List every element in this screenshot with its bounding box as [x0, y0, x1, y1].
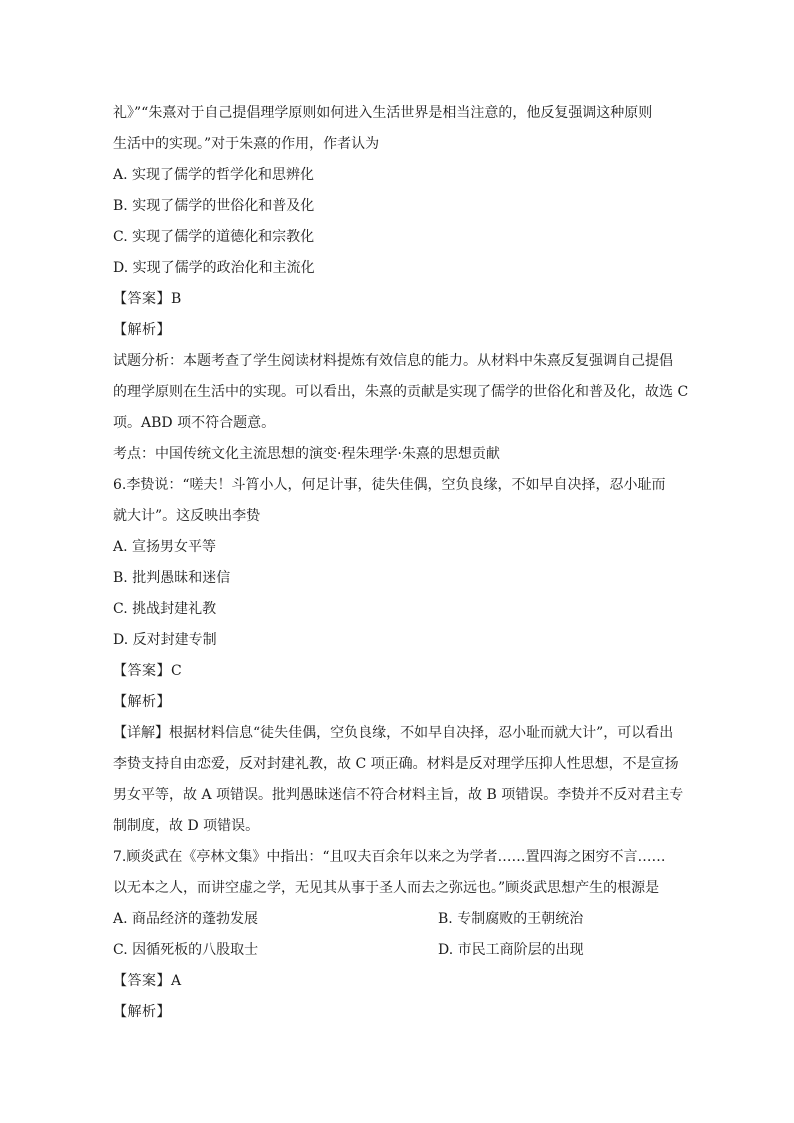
q7-option-d: D. 市民工商阶层的出现 — [438, 942, 584, 958]
q7-stem-line-2: 以无本之人，而讲空虚之学，无见其从事于圣人而去之弥远也。”顾炎武思想产生的根源是 — [113, 880, 660, 896]
q6-option-c: C. 挑战封建礼教 — [113, 601, 217, 617]
q5-option-c: C. 实现了儒学的道德化和宗教化 — [113, 229, 315, 245]
q7-option-c: C. 因循死板的八股取士 — [113, 942, 259, 958]
q5-option-d: D. 实现了儒学的政治化和主流化 — [113, 260, 315, 276]
q6-stem-line-1: 6.李贽说：“嗟夫！斗筲小人，何足计事，徒失佳偶，空负良缘，不如早自决择，忍小耻而 — [113, 477, 666, 493]
q5-analysis-line-3: 项。ABD 项不符合题意。 — [113, 415, 276, 431]
q6-detail-line-1: 【详解】根据材料信息“徒失佳偶，空负良缘，不如早自决择，忍小耻而就大计”，可以看出 — [113, 725, 674, 741]
q6-detail-line-2: 李贽支持自由恋爱，反对封建礼教，故 C 项正确。材料是反对理学压抑人性思想，不是宣扬 — [113, 756, 679, 772]
q6-analysis-label: 【解析】 — [113, 694, 171, 710]
q5-option-a: A. 实现了儒学的哲学化和思辨化 — [113, 167, 315, 183]
q5-analysis-label: 【解析】 — [113, 322, 171, 338]
q7-stem-line-1: 7.顾炎武在《亭林文集》中指出：“且叹夫百余年以来之为学者……置四海之困穷不言…… — [113, 849, 666, 865]
q6-option-d: D. 反对封建专制 — [113, 632, 217, 648]
q5-stem-line-2: 生活中的实现。”对于朱熹的作用，作者认为 — [113, 136, 380, 152]
q6-option-a: A. 宣扬男女平等 — [113, 539, 217, 555]
q6-stem-line-2: 就大计”。这反映出李贽 — [113, 508, 261, 524]
q7-options-row-1 — [113, 904, 683, 935]
q7-option-b: B. 专制腐败的王朝统治 — [438, 911, 584, 927]
q7-option-a: A. 商品经济的蓬勃发展 — [113, 911, 259, 927]
q6-option-b: B. 批判愚昧和迷信 — [113, 570, 231, 586]
q7-options-row-2 — [113, 935, 683, 966]
q6-detail-line-4: 制制度，故 D 项错误。 — [113, 818, 260, 834]
q5-answer: 【答案】B — [113, 291, 182, 307]
q7-answer: 【答案】A — [113, 973, 182, 989]
q5-kaodian: 考点：中国传统文化主流思想的演变·程朱理学·朱熹的思想贡献 — [113, 446, 500, 462]
document-page — [113, 98, 689, 1028]
q7-analysis-label: 【解析】 — [113, 1004, 171, 1020]
q5-analysis-line-1: 试题分析：本题考查了学生阅读材料提炼有效信息的能力。从材料中朱熹反复强调自己提倡 — [113, 353, 673, 369]
q6-detail-line-3: 男女平等，故 A 项错误。批判愚昧迷信不符合材料主旨，故 B 项错误。李贽并不反对君主专 — [113, 787, 684, 803]
q5-stem-line-1: 礼》”“朱熹对于自己提倡理学原则如何进入生活世界是相当注意的，他反复强调这种原则 — [113, 105, 653, 121]
q6-answer: 【答案】C — [113, 663, 183, 679]
q5-analysis-line-2: 的理学原则在生活中的实现。可以看出，朱熹的贡献是实现了儒学的世俗化和普及化，故选 C — [113, 384, 689, 400]
q5-option-b: B. 实现了儒学的世俗化和普及化 — [113, 198, 315, 214]
